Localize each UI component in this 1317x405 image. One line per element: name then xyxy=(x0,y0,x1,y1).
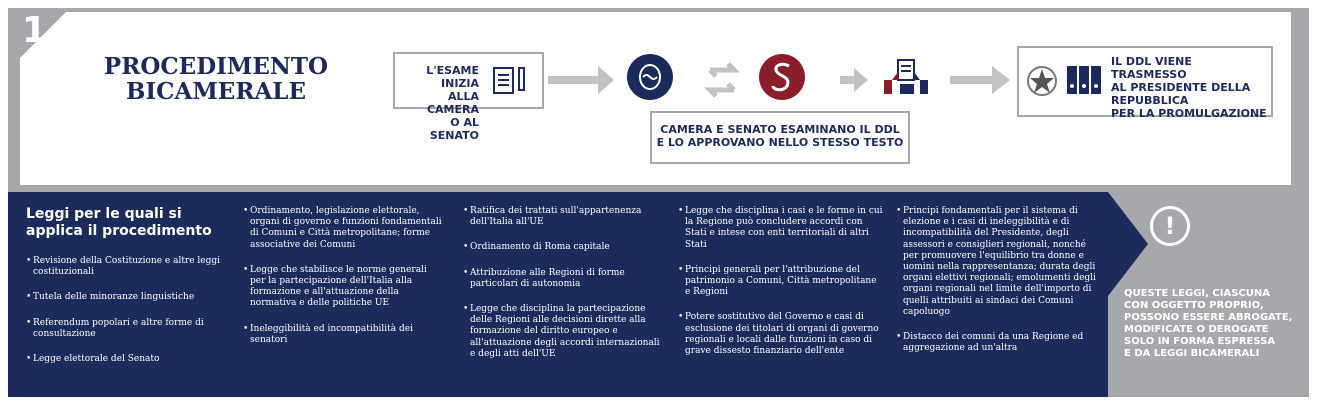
vote-icon xyxy=(880,58,934,98)
list-item: • Tutela delle minoranze linguistiche xyxy=(26,292,226,303)
laws-column-4 xyxy=(678,206,883,371)
list-item: • Principi fondamentali per il sistema di elezione e i casi di ineleggibilità e di incompatibilità del Presidente, degli assessori e consiglieri regionali, nonché per promuovere l'equilibrio tra donne e uomini nella rappresentanza; durata degli organi elettivi regionali; emolumenti degli organi regionali nel limite dell'importo di quelli attribuiti ai sindaci dei Comuni capoluogo xyxy=(896,206,1096,318)
laws-panel xyxy=(8,192,1108,397)
list-item: • Legge che stabilisce le norme generali per la partecipazione dell'Italia alla formazione e all'attuazione della normativa e delle politiche UE xyxy=(243,265,443,310)
binders-icon xyxy=(1065,62,1105,98)
list-item: • Ratifica dei trattati sull'appartenenza dell'Italia all'UE xyxy=(463,206,663,228)
document-icon xyxy=(491,66,531,96)
list-item: • Revisione della Costituzione e altre leggi costituzionali xyxy=(26,256,226,278)
list-item: • Potere sostitutivo del Governo e casi di esclusione dei titolari di organi di governo regionali e locali dalle funzioni in caso di grave dissesto finanziario dell'ente xyxy=(678,312,883,357)
camera-logo-icon xyxy=(627,54,673,100)
list-item: • Legge elettorale del Senato xyxy=(26,354,226,365)
step-number: 1 xyxy=(22,10,48,51)
start-box: L'ESAME INIZIA ALLA CAMERA O AL SENATO xyxy=(393,52,544,109)
senato-logo-icon xyxy=(759,54,805,100)
panel-arrow xyxy=(1108,192,1148,296)
list-item: • Attribuzione alle Regioni di forme particolari di autonomia xyxy=(463,268,663,290)
exclamation-icon: ! xyxy=(1150,206,1190,246)
list-item: • Referendum popolari e altre forme di consultazione xyxy=(26,318,226,340)
list-item: • Distacco dei comuni da una Regione ed aggregazione ad un'altra xyxy=(896,332,1096,354)
emblem-icon xyxy=(1025,63,1059,99)
list-item: • Legge che disciplina la partecipazione delle Regioni alle decisioni dirette alla formazione del diritto europeo e all'attuazione degli accordi internazionali e degli atti dell'UE xyxy=(463,304,663,360)
middle-box: CAMERA E SENATO ESAMINANO IL DDL E LO APPROVANO NELLO STESSO TESTO xyxy=(650,111,910,164)
list-item: • Ordinamento, legislazione elettorale, organi di governo e funzioni fondamentali di Comuni e Città metropolitane; forme associative dei Comuni xyxy=(243,206,443,251)
laws-column-1 xyxy=(26,256,226,379)
laws-column-3 xyxy=(463,206,663,374)
note-text: QUESTE LEGGI, CIASCUNA CON OGGETTO PROPRIO, POSSONO ESSERE ABROGATE, MODIFICATE O DEROGATE SOLO IN FORMA ESPRESSA E DA LEGGI BICAMERALI xyxy=(1124,288,1293,359)
laws-column-5 xyxy=(896,206,1096,368)
end-box: IL DDL VIENE TRASMESSO AL PRESIDENTE DELLA REPUBBLICA PER LA PROMULGAZIONE xyxy=(1017,46,1273,117)
list-item: • Legge che disciplina i casi e le forme in cui la Regione può concludere accordi con Stati e intese con enti territoriali di altri Stati xyxy=(678,206,883,251)
list-item: • Ineleggibilità ed incompatibilità dei senatori xyxy=(243,324,443,346)
list-item: • Ordinamento di Roma capitale xyxy=(463,242,663,253)
laws-column-2 xyxy=(243,206,443,360)
page-title: PROCEDIMENTO BICAMERALE xyxy=(103,53,329,105)
laws-heading: Leggi per le quali si applica il procedimento xyxy=(26,206,212,239)
list-item: • Principi generali per l'attribuzione del patrimonio a Comuni, Città metropolitane e Regioni xyxy=(678,265,883,299)
